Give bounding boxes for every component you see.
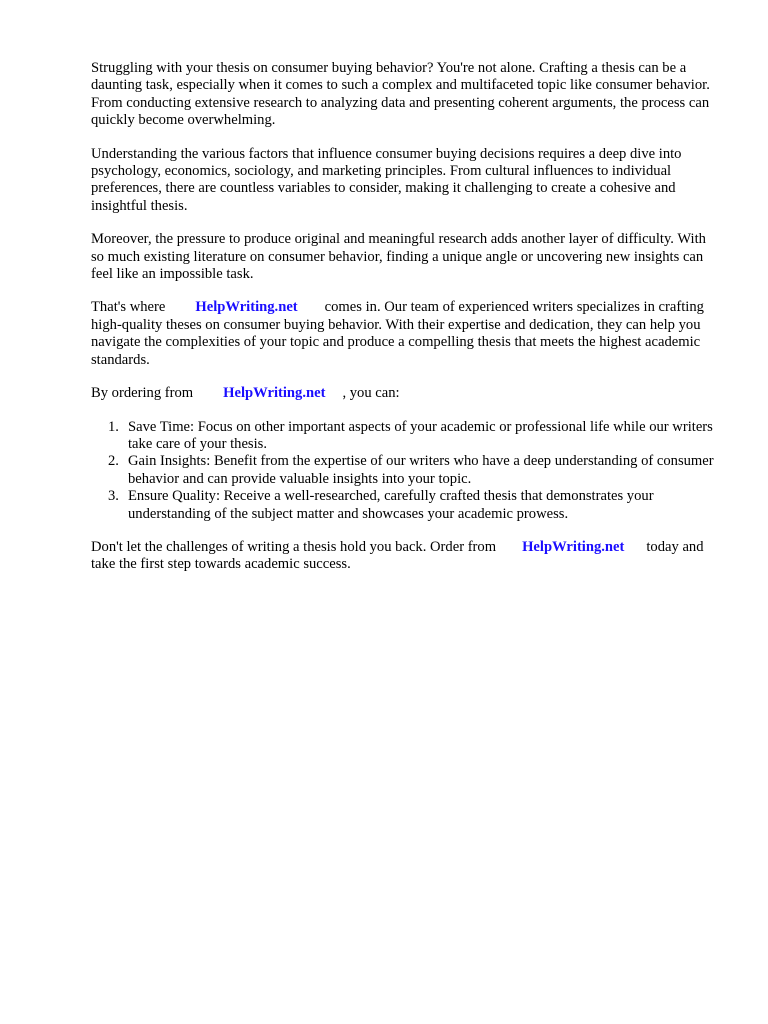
helpwriting-link[interactable]: HelpWriting.net bbox=[195, 299, 298, 316]
list-item-text: Ensure Quality: Receive a well-researched, carefully crafted thesis that demonstrates your understanding of the subject matter and showcases your academic prowess. bbox=[128, 488, 654, 522]
benefits-list bbox=[91, 419, 715, 523]
ordering-tail-text: , you can: bbox=[342, 385, 400, 402]
document-page bbox=[91, 60, 715, 590]
closing-tail-text: today and take the first step towards academic success. bbox=[91, 538, 704, 573]
list-item-number: 1. bbox=[108, 418, 119, 435]
intro-paragraph: Struggling with your thesis on consumer buying behavior? You're not alone. Crafting a thesis can be a daunting task, especially when it comes to such a complex and multifaceted topic like consumer behavior. From conducting extensive research to analyzing data and presenting coherent arguments, the process can quickly become overwhelming. bbox=[91, 60, 710, 129]
list-item-text: Gain Insights: Benefit from the expertise of our writers who have a deep understanding of consumer behavior and can provide valuable insights into your topic. bbox=[128, 453, 714, 487]
difficulty-paragraph: Moreover, the pressure to produce original and meaningful research adds another layer of difficulty. With so much existing literature on consumer behavior, finding a unique angle or uncovering new insights can feel like an impossible task. bbox=[91, 231, 706, 283]
list-item-number: 3. bbox=[108, 488, 119, 505]
service-body-text: comes in. Our team of experienced writers specializes in crafting high-quality theses on consumer buying behavior. With their expertise and dedication, they can help you navigate the complexities of your topic and produce a compelling thesis that meets the highest academic standards. bbox=[91, 299, 704, 368]
service-lead-text: That's where bbox=[91, 299, 166, 316]
helpwriting-link[interactable]: HelpWriting.net bbox=[522, 538, 625, 555]
list-item-number: 2. bbox=[108, 453, 119, 470]
ordering-lead-text: By ordering from bbox=[91, 385, 194, 402]
list-item bbox=[91, 419, 715, 454]
closing-paragraph bbox=[91, 539, 715, 574]
list-item-text: Save Time: Focus on other important aspects of your academic or professional life while our writers take care of your thesis. bbox=[128, 418, 713, 452]
closing-lead-text: Don't let the challenges of writing a thesis hold you back. Order from bbox=[91, 538, 497, 555]
list-item bbox=[91, 488, 715, 523]
helpwriting-link[interactable]: HelpWriting.net bbox=[223, 385, 326, 402]
service-paragraph bbox=[91, 299, 715, 369]
list-item bbox=[91, 453, 715, 488]
factors-paragraph: Understanding the various factors that influence consumer buying decisions requires a deep dive into psychology, economics, sociology, and marketing principles. From cultural influences to individual preferences, there are countless variables to consider, making it challenging to create a cohesive and insightful thesis. bbox=[91, 145, 682, 214]
ordering-paragraph bbox=[91, 385, 715, 402]
